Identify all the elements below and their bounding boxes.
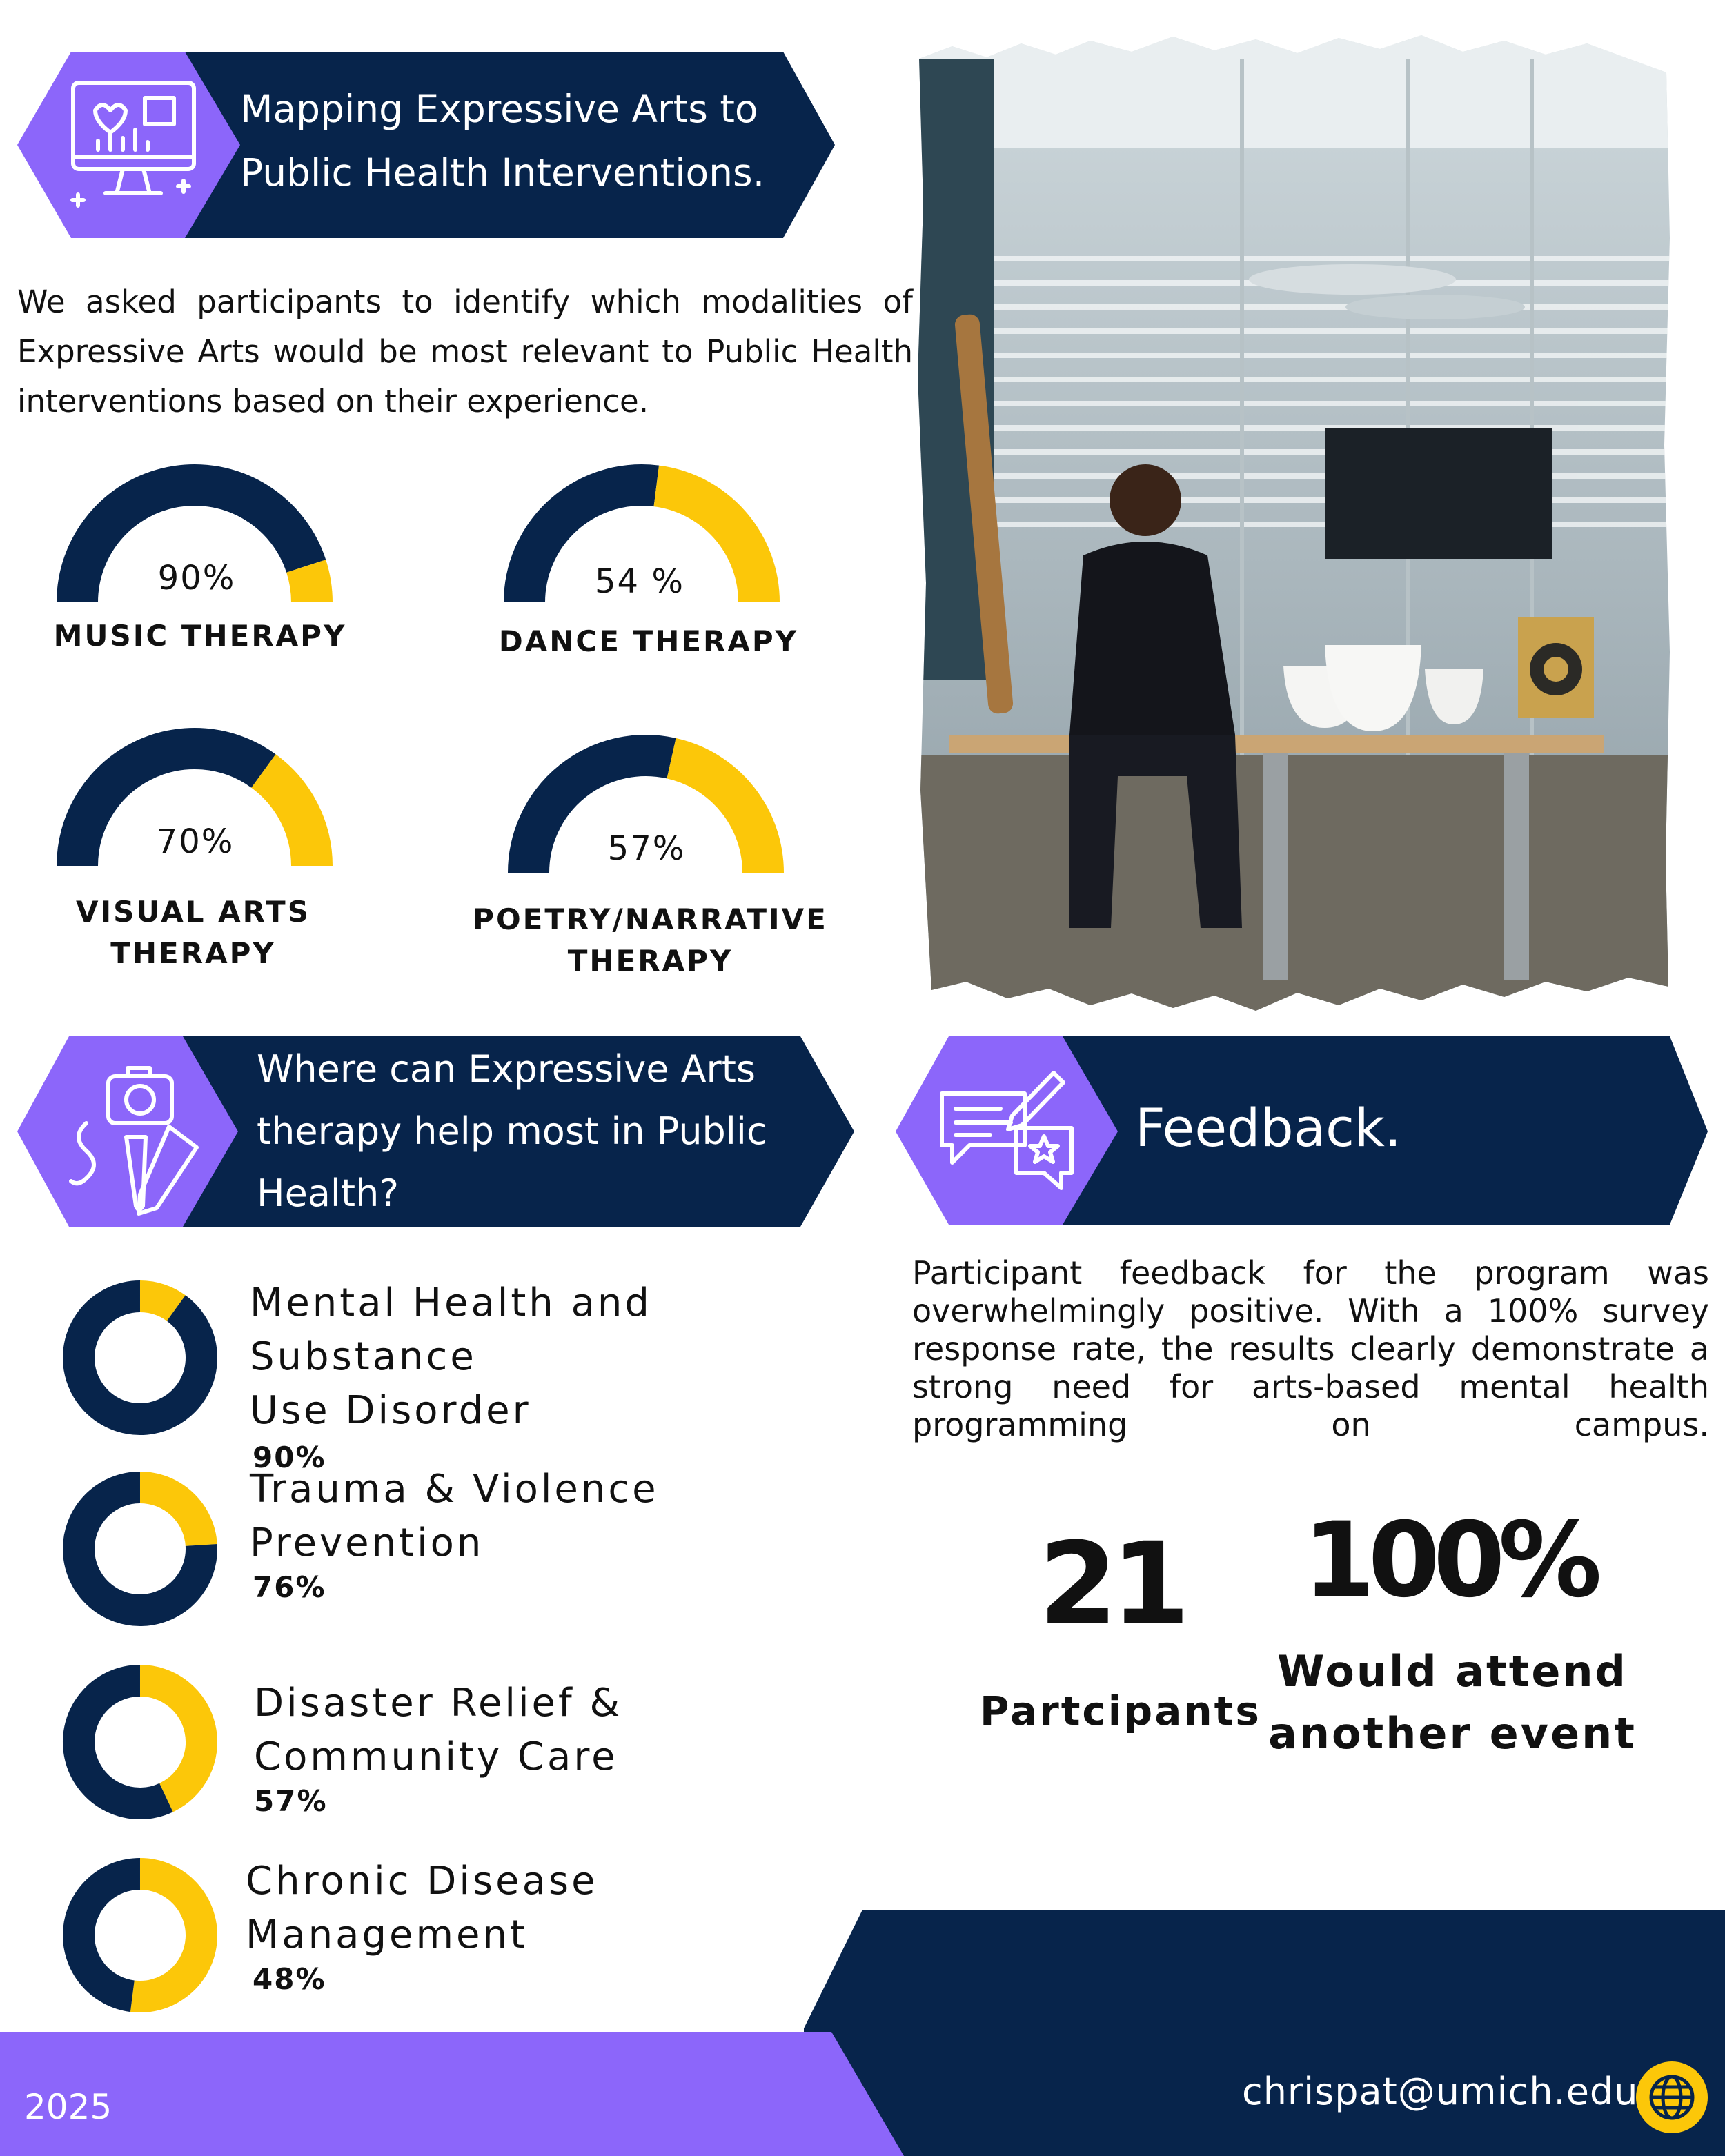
header-title-line2: Public Health Interventions.: [240, 150, 765, 195]
header-title-line1: Mapping Expressive Arts to: [240, 87, 758, 131]
donut-remaining-arc: [140, 1296, 176, 1308]
feedback-title: Feedback.: [1135, 1097, 1402, 1158]
footer-navy-block: [804, 1910, 1725, 2156]
donut-filled-arc: [79, 1874, 140, 1996]
attend-label-line1: Would attend: [1277, 1646, 1628, 1697]
area-donuts: [0, 1256, 248, 2035]
feedback-paragraph: Participant feedback for the program was overwhelmingly positive. With a 100% survey response rate, the results clearly demonstrate a strong need for arts-based mental health programming on campus.: [912, 1254, 1709, 1443]
gauge-remaining-arc: [264, 771, 312, 866]
monitor-heart-chart-icon: [68, 77, 199, 212]
area-item-trauma: [250, 1463, 871, 1604]
attend-label-line2: another event: [1268, 1708, 1637, 1759]
globe-icon: [1634, 2059, 1710, 2135]
area-pct: 90%: [253, 1441, 326, 1474]
visual-label-line1: VISUAL ARTS: [76, 895, 310, 929]
intro-paragraph: We asked participants to identify which modalities of Expressive Arts would be most relevant to Public Health interventions based on their experience.: [17, 284, 913, 419]
donut-disaster: [79, 1681, 201, 1803]
header-title: [240, 77, 820, 204]
visual-pct: 70%: [156, 822, 235, 861]
poetry-label: [469, 899, 831, 982]
visual-label-line2: THERAPY: [110, 936, 276, 970]
footer-email[interactable]: chrispat@umich.edu: [1242, 2070, 1639, 2113]
area-title-line1: Mental Health and Substance: [250, 1280, 652, 1379]
dance-label: DANCE THERAPY: [498, 624, 799, 658]
area-item-chronic: [246, 1855, 867, 1996]
chat-review-pen-icon: [935, 1066, 1080, 1197]
donut-filled-arc: [79, 1681, 166, 1803]
area-title-line2: Management: [246, 1912, 528, 1957]
donut-remaining-arc: [140, 1681, 201, 1798]
area-pct: 48%: [253, 1962, 326, 1996]
event-photo: [911, 31, 1680, 1021]
music-label: MUSIC THERAPY: [53, 619, 347, 653]
area-title-line1: Disaster Relief &: [254, 1681, 623, 1725]
area-title-line2: Community Care: [254, 1734, 618, 1779]
gauge-remaining-arc: [306, 566, 312, 602]
camera-brush-pencil-icon: [66, 1061, 217, 1216]
donut-remaining-arc: [132, 1874, 201, 1997]
areas-title-line3: Health?: [257, 1171, 399, 1215]
area-item-disaster: [254, 1677, 875, 1818]
music-pct: 90%: [157, 559, 236, 597]
area-title-line2: Use Disorder: [250, 1388, 531, 1433]
participants-label: Partcipants: [980, 1688, 1261, 1734]
footer-year: 2025: [24, 2087, 112, 2127]
areas-title: [257, 1038, 836, 1225]
donut-filled-arc: [79, 1296, 201, 1419]
participants-count: 21: [1038, 1518, 1183, 1650]
donut-remaining-arc: [140, 1487, 201, 1545]
attend-label: [1249, 1641, 1656, 1765]
areas-title-line1: Where can Expressive Arts: [257, 1047, 756, 1091]
area-item-mental-health: [250, 1276, 871, 1474]
area-pct: 76%: [253, 1570, 326, 1604]
area-pct: 57%: [254, 1784, 328, 1818]
poetry-pct: 57%: [607, 829, 686, 868]
visual-label: [28, 891, 359, 974]
area-title-line1: Trauma & Violence: [250, 1467, 659, 1512]
area-title-line2: Prevention: [250, 1521, 484, 1565]
donut-chronic: [79, 1874, 201, 1997]
donut-mental-health: [79, 1296, 201, 1419]
attend-percentage: 100%: [1303, 1501, 1595, 1621]
dance-pct: 54 %: [595, 562, 684, 601]
poetry-label-line2: THERAPY: [567, 944, 733, 978]
footer-purple-band: [0, 2032, 904, 2156]
poetry-label-line1: POETRY/NARRATIVE: [473, 902, 828, 936]
donut-trauma: [79, 1487, 201, 1610]
areas-title-line2: therapy help most in Public: [257, 1109, 767, 1153]
area-title-line1: Chronic Disease: [246, 1859, 598, 1903]
